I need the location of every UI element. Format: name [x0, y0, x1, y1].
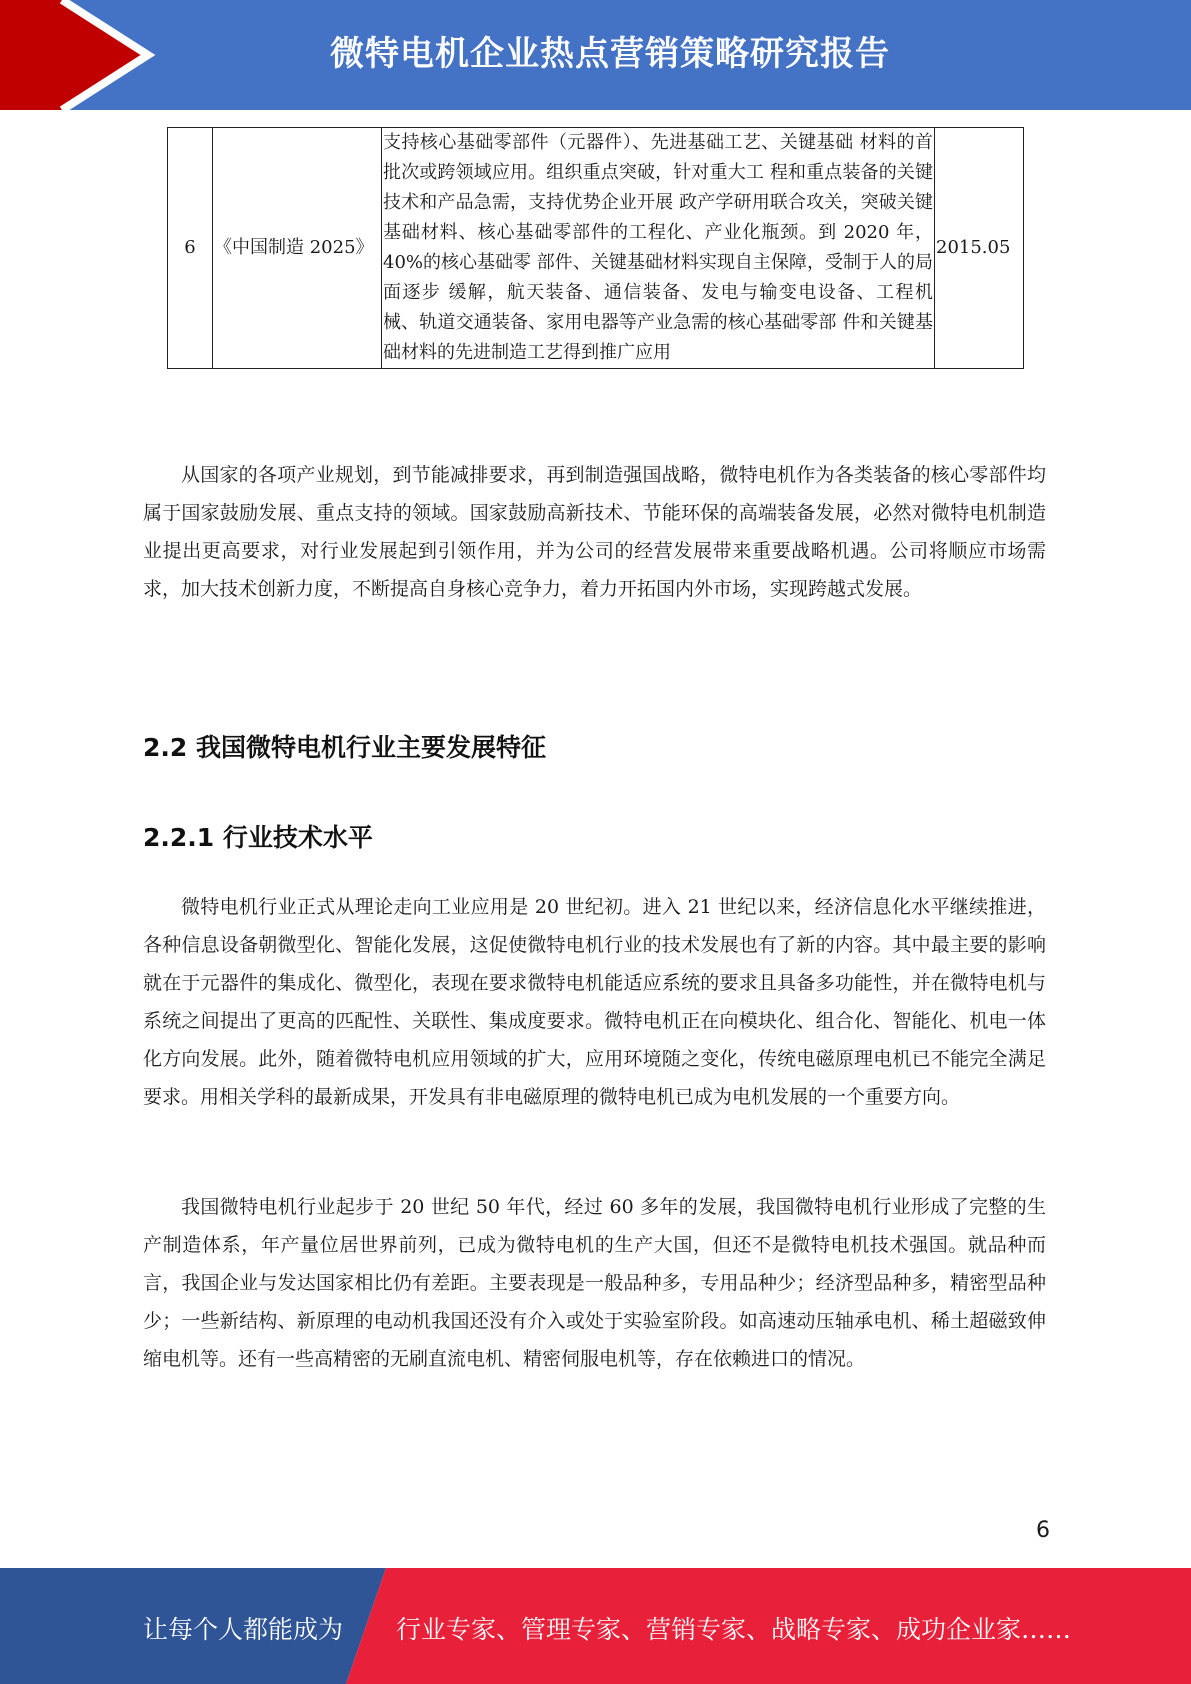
- report-title: 微特电机企业热点营销策略研究报告: [330, 34, 890, 74]
- footer-slogan-left: 让每个人都能成为: [143, 1615, 344, 1644]
- row-number: 6: [168, 128, 213, 369]
- page-number: 6: [1036, 1518, 1050, 1543]
- policy-content: 支持核心基础零部件（元器件）、先进基础工艺、关键基础 材料的首批次或跨领域应用。组织重点突破，针对重大工 程和重点装备的关键技术和产品急需，支持优势企业开展 政产学研用联合攻关，突破关键基础材料、核心基础零部件的工程化、产业化瓶颈。到 2020 年，40%的核心基础零 部件、关键基础材料实现自主保障，受制于人的局面逐步 缓解，航天装备、通信装备、发电与输变电设备、工程机 械、轨道交通装备、家用电器等产业急需的核心基础零部 件和关键基础材料的先进制造工艺得到推广应用: [382, 128, 935, 369]
- page-header: [0, 0, 1191, 110]
- paragraph-industry-status: 我国微特电机行业起步于 20 世纪 50 年代，经过 60 多年的发展，我国微特电机行业形成了完整的生产制造体系，年产量位居世界前列，已成为微特电机的生产大国，但还不是微特电机技术强国。就品种而言，我国企业与发达国家相比仍有差距。主要表现是一般品种多，专用品种少；经济型品种多，精密型品种少；一些新结构、新原理的电动机我国还没有介入或处于实验室阶段。如高速动压轴承电机、稀土超磁致伸缩电机等。还有一些高精密的无刷直流电机、精密伺服电机等，存在依赖进口的情况。: [143, 1196, 1046, 1370]
- policy-date: 2015.05: [935, 128, 1024, 369]
- section-heading-2-2: 2.2 我国微特电机行业主要发展特征: [143, 733, 546, 762]
- section-heading-2-2-1: 2.2.1 行业技术水平: [143, 823, 373, 852]
- paragraph-strategy: 从国家的各项产业规划，到节能减排要求，再到制造强国战略，微特电机作为各类装备的核心零部件均属于国家鼓励发展、重点支持的领域。国家鼓励高新技术、节能环保的高端装备发展，必然对微特电机制造业提出更高要求，对行业发展起到引领作用，并为公司的经营发展带来重要战略机遇。公司将顺应市场需求，加大技术创新力度，不断提高自身核心竞争力，着力开拓国内外市场，实现跨越式发展。: [143, 464, 1046, 600]
- table-row: [168, 128, 1024, 369]
- policy-name: 《中国制造 2025》: [213, 128, 382, 369]
- policy-table: [167, 127, 1024, 369]
- page-footer: [0, 1568, 1191, 1684]
- paragraph-tech-level: 微特电机行业正式从理论走向工业应用是 20 世纪初。进入 21 世纪以来，经济信息化水平继续推进，各种信息设备朝微型化、智能化发展，这促使微特电机行业的技术发展也有了新的内容。其中最主要的影响就在于元器件的集成化、微型化，表现在要求微特电机能适应系统的要求且具备多功能性，并在微特电机与系统之间提出了更高的匹配性、关联性、集成度要求。微特电机正在向模块化、组合化、智能化、机电一体化方向发展。此外，随着微特电机应用领域的扩大，应用环境随之变化，传统电磁原理电机已不能完全满足要求。用相关学科的最新成果，开发具有非电磁原理的微特电机已成为电机发展的一个重要方向。: [143, 896, 1046, 1108]
- footer-slogan-right: 行业专家、管理专家、营销专家、战略专家、成功企业家……: [396, 1615, 1072, 1644]
